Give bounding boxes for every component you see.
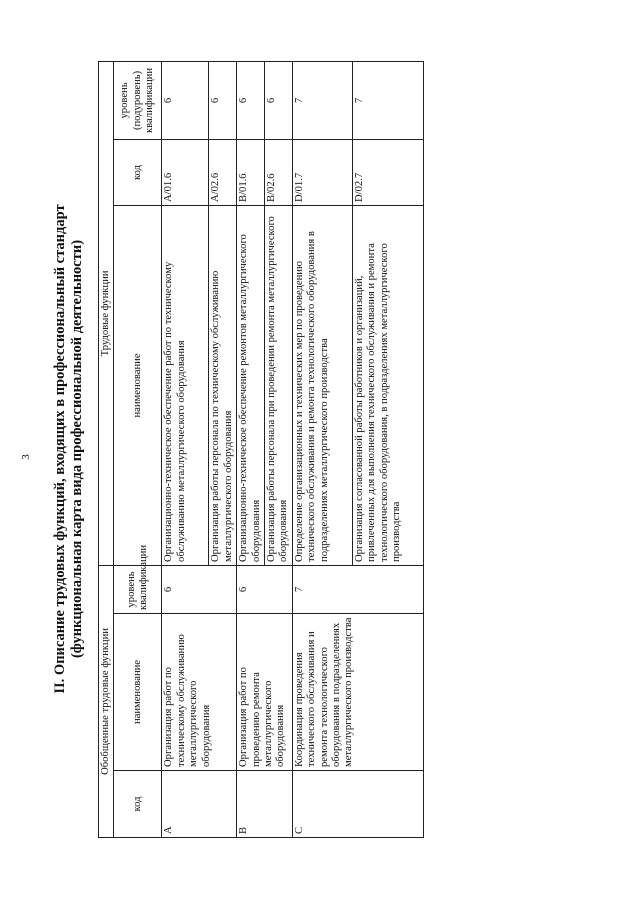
header-function-name: наименование xyxy=(114,205,162,565)
gen-func-name: Организация работ по проведению ремонта металлургического оборудования xyxy=(237,614,293,771)
table-row xyxy=(292,61,352,837)
gen-func-code: B xyxy=(237,771,293,838)
func-code: B/01.6 xyxy=(237,139,265,205)
gen-func-level: 6 xyxy=(162,565,237,613)
header-sublevel: уровень (подуровень) квалификации xyxy=(114,61,162,139)
func-code: B/02.6 xyxy=(265,139,293,205)
heading-line-2: (функциональная карта вида профессиональной деятельности) xyxy=(69,239,85,659)
func-name: Организационно-техническое обеспечение ремонтов металлургического оборудования xyxy=(237,205,265,565)
func-level: 7 xyxy=(352,61,423,139)
gen-func-name: Организация работ по техническому обслуживанию металлургического оборудования xyxy=(162,614,237,771)
func-level: 6 xyxy=(265,61,293,139)
func-name: Организация работы персонала при проведении ремонта металлургического оборудования xyxy=(265,205,293,565)
functional-map-table xyxy=(98,61,424,838)
func-name: Организация работы персонала по техническому обслуживанию металлургического оборудования xyxy=(209,205,237,565)
func-code: A/02.6 xyxy=(209,139,237,205)
header-generalized-functions: Обобщенные трудовые функции xyxy=(99,565,114,837)
header-code: код xyxy=(114,771,162,838)
func-level: 6 xyxy=(209,61,237,139)
func-name: Определение организационных и технических мер по проведению технического обслуживания и ремонта технологического оборудования в подразделениях металлургического производства xyxy=(292,205,352,565)
gen-func-code: C xyxy=(292,771,423,838)
table-row xyxy=(237,61,265,837)
table-row xyxy=(162,61,209,837)
header-name: наименование xyxy=(114,614,162,771)
func-name: Организация согласованной работы работников и организаций, привлеченных для выполнения технического обслуживания и ремонта технологического оборудования, в подразделениях металлургического производства xyxy=(352,205,423,565)
func-code: A/01.6 xyxy=(162,139,209,205)
rotated-page-content xyxy=(26,60,614,838)
header-function-code: код xyxy=(114,139,162,205)
func-name: Организационно-техническое обеспечение работ по техническому обслуживанию металлургического оборудования xyxy=(162,205,209,565)
heading-line-1: II. Описание трудовых функций, входящих в профессиональный стандарт xyxy=(52,204,68,694)
gen-func-name: Координация проведения технического обслуживания и ремонта технологического оборудования в подразделениях металлургического производства xyxy=(292,614,423,771)
header-labor-functions: Трудовые функции xyxy=(99,61,114,565)
func-code: D/02.7 xyxy=(352,139,423,205)
func-level: 6 xyxy=(162,61,209,139)
header-level: уровень квалификации xyxy=(114,565,162,613)
gen-func-code: A xyxy=(162,771,237,838)
gen-func-level: 7 xyxy=(292,565,423,613)
func-code: D/01.7 xyxy=(292,139,352,205)
section-heading xyxy=(26,60,86,838)
gen-func-level: 6 xyxy=(237,565,293,613)
func-level: 7 xyxy=(292,61,352,139)
page-number: 3 xyxy=(20,454,32,460)
func-level: 6 xyxy=(237,61,265,139)
